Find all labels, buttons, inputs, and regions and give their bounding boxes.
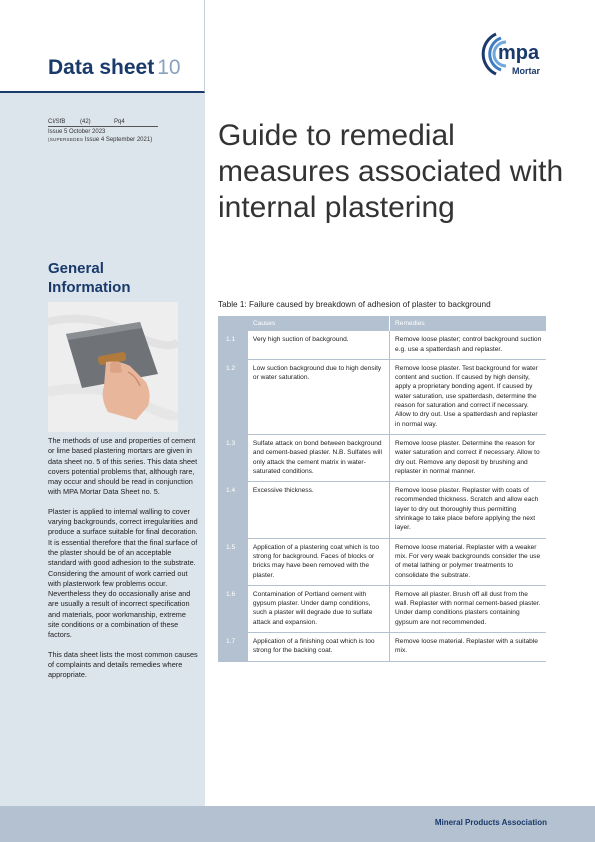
header-causes: Causes: [248, 316, 390, 331]
table-row: [218, 585, 546, 632]
header-remedies: Remedies: [390, 316, 546, 331]
code-42: (42): [80, 118, 114, 127]
table-row: [218, 633, 546, 662]
row-cause: Contamination of Portland cement with gypsum plaster. Under damp conditions, such a plaster will degrade due to sulfate attack and expansion.: [248, 585, 390, 632]
logo-subtitle: Mortar: [512, 66, 541, 76]
supersedes-rest: Issue 4 September 2021): [84, 137, 153, 143]
row-remedy: Remove loose material. Replaster with a weaker mix. For very weak backgrounds consider the use of metal lathing or polymer treatments to consolidate the substrate.: [390, 538, 546, 585]
general-paragraph-3: This data sheet lists the most common causes of complaints and details remedies where appropriate.: [48, 649, 198, 680]
remedies-table: [218, 316, 546, 662]
row-number: 1.2: [218, 359, 248, 434]
row-remedy: Remove loose plaster. Determine the reason for water saturation and correct if necessary. Allow to dry out. Remove any deposit by brushing and replaster in normal manner.: [390, 434, 546, 481]
row-remedy: Remove all plaster. Brush off all dust from the wall. Replaster with normal cement-based plaster. Under damp conditions plasters containing gypsum are not recommended.: [390, 585, 546, 632]
row-remedy: Remove loose material. Replaster with a suitable mix.: [390, 633, 546, 662]
code-cisfb: CI/SfB: [48, 118, 80, 127]
footer-bar: [0, 806, 595, 842]
row-number: 1.4: [218, 482, 248, 538]
datasheet-label: Data sheet: [48, 56, 155, 79]
general-paragraph-2: Plaster is applied to internal walling to cover varying backgrounds, correct irregularities and produce a surface suitable for final decoration. It is essential therefore that the final surface of the plaster should be of an acceptable standard with good adhesion to the substrate. Considering the amount of work carried out with plasterwork few problems occur. Nevertheless they do occasionally arise and are usually a result of incorrect specification and materials, poor workmanship, extreme site conditions or a combination of these factors.: [48, 506, 198, 640]
row-cause: Excessive thickness.: [248, 482, 390, 538]
general-information-text: [48, 436, 198, 690]
table-row: [218, 434, 546, 481]
issue-line: Issue 5 October 2023: [48, 129, 106, 135]
row-cause: Very high suction of background.: [248, 331, 390, 359]
table-row: [218, 359, 546, 434]
table-row: [218, 331, 546, 359]
supersedes-line: [48, 136, 158, 144]
table-header-row: [218, 316, 546, 331]
general-heading-line2: Information: [48, 279, 131, 296]
general-heading: [48, 259, 131, 297]
page-title: Guide to remedial measures associated with internal plastering: [218, 119, 564, 224]
general-paragraph-1: The methods of use and properties of cement or lime based plastering mortars are given in data sheet no. 5 of this series. This data sheet covers potential problems that, although rare, may occur and should be read in conjunction with MPA Mortar Data Sheet no. 5.: [48, 436, 198, 497]
footer-organisation: Mineral Products Association: [434, 818, 547, 827]
row-number: 1.7: [218, 633, 248, 662]
table-row: [218, 538, 546, 585]
row-cause: Sulfate attack on bond between background and cement-based plaster. N.B. Sulfates will only attack the cement matrix in water-saturated conditions.: [248, 434, 390, 481]
supersedes-word: (SUPERSEDES: [48, 137, 84, 142]
row-number: 1.5: [218, 538, 248, 585]
row-cause: Application of a plastering coat which is too strong for background. Faces of blocks or bricks may have been removed with the plaster.: [248, 538, 390, 585]
classification-codes: [48, 118, 158, 144]
row-remedy: Remove loose plaster; control background suction e.g. use a spatterdash and replaster.: [390, 331, 546, 359]
table-caption: Table 1: Failure caused by breakdown of adhesion of plaster to background: [218, 300, 491, 309]
row-remedy: Remove loose plaster. Replaster with coats of recommended thickness. Scratch and allow each layer to dry out thoroughly thus permitting shrinkage to take place before applying the next layer.: [390, 482, 546, 538]
table-row: [218, 482, 546, 538]
row-cause: Low suction background due to high density or water saturation.: [248, 359, 390, 434]
code-pq4: Pq4: [114, 118, 158, 127]
header-number-cell: [218, 316, 248, 331]
row-number: 1.3: [218, 434, 248, 481]
logo-text: mpa: [498, 42, 540, 64]
general-heading-line1: General: [48, 260, 104, 277]
row-cause: Application of a finishing coat which is too strong for the backing coat.: [248, 633, 390, 662]
row-remedy: Remove loose plaster. Test background for water content and suction. If caused by high density, apply a proprietary bonding agent. If caused by water saturation, use spatterdash, determine the reason for saturation and correct if necessary. Allow to dry out. Use a spatterdash and replaster in normal way.: [390, 359, 546, 434]
plastering-photo: [48, 302, 178, 432]
datasheet-header: [0, 0, 205, 93]
plastering-photo-image: [48, 302, 178, 432]
datasheet-number: 10: [157, 56, 181, 79]
row-number: 1.1: [218, 331, 248, 359]
datasheet-title: [48, 56, 181, 80]
row-number: 1.6: [218, 585, 248, 632]
